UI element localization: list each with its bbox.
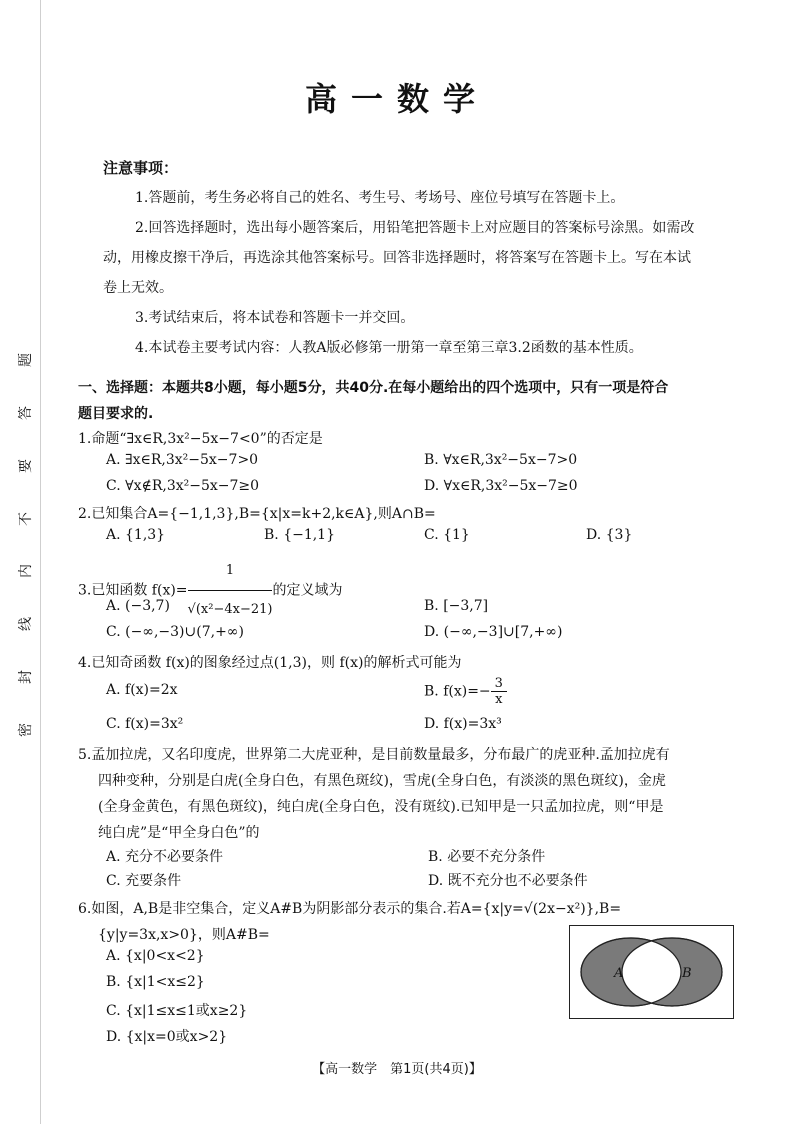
option-a: A. {1,3} [106, 527, 166, 543]
fraction-numerator: 3 [491, 676, 507, 692]
option-b: B. 必要不充分条件 [428, 849, 546, 865]
option-c: C. (−∞,−3)∪(7,+∞) [106, 624, 244, 640]
stem-text: 3.已知函数 f(x)= [78, 582, 188, 599]
option-c: C. {x|1≤x≤1或x≥2} [106, 1003, 248, 1019]
question-stem-line: 纯白虎”是“甲全身白色”的 [98, 825, 260, 841]
option-d: D. (−∞,−3]∪[7,+∞) [424, 624, 563, 640]
option-b: B. {x|1<x≤2} [106, 974, 205, 990]
question-stem: 2.已知集合A={−1,1,3},B={x|x=k+2,k∈A},则A∩B= [78, 506, 436, 522]
seal-char: 内 [18, 564, 34, 579]
fraction [491, 676, 507, 707]
option-c: C. 充要条件 [106, 873, 182, 889]
question-2 [78, 501, 728, 551]
question-stem-line: 6.如图，A,B是非空集合，定义A#B为阴影部分表示的集合.若A={x|y=√(2x−x²)},B= [78, 901, 622, 917]
seal-char: 密 [18, 722, 34, 737]
question-4 [78, 650, 728, 740]
question-stem [78, 552, 728, 629]
notice-item: 1.答题前，考生务必将自己的姓名、考生号、考场号、座位号填写在答题卡上。 [135, 190, 625, 206]
option-b: B. {−1,1} [264, 527, 335, 543]
option-c: C. f(x)=3x² [106, 716, 184, 732]
question-stem: 4.已知奇函数 f(x)的图象经过点(1,3)，则 f(x)的解析式可能为 [78, 655, 462, 671]
venn-svg [570, 926, 733, 1018]
option-a: A. f(x)=2x [106, 682, 178, 698]
seal-char: 答 [18, 405, 34, 420]
option-d: D. {x|x=0或x>2} [106, 1029, 228, 1045]
notice-item: 3.考试结束后，将本试卷和答题卡一并交回。 [135, 310, 415, 326]
section-heading-line: 一、选择题：本题共8小题，每小题5分，共40分.在每小题给出的四个选项中，只有一项是符合 [78, 380, 669, 396]
notice-item: 2.回答选择题时，选出每小题答案后，用铅笔把答题卡上对应题目的答案标号涂黑。如需改动，用橡皮擦干净后，再选涂其他答案标号。回答非选择题时，将答案写在答题卡上。写在本试卷上无效。 [103, 220, 695, 296]
fraction-numerator: 1 [188, 552, 273, 591]
fraction [188, 552, 273, 629]
question-1 [78, 426, 728, 498]
notice-block [103, 153, 703, 363]
seal-char: 题 [18, 353, 34, 367]
option-b-text: B. f(x)=− [424, 683, 491, 700]
page-edge-line [40, 0, 41, 1124]
question-stem-line: 四种变种，分别是白虎(全身白色，有黑色斑纹)，雪虎(全身白色，有淡淡的黑色斑纹)，金虎 [98, 773, 666, 789]
option-a: A. 充分不必要条件 [106, 849, 224, 865]
set-a-label: A [614, 966, 624, 981]
question-3 [78, 552, 728, 648]
page-title: 高一数学 [304, 80, 489, 118]
option-a: A. ∃x∈R,3x²−5x−7>0 [106, 452, 259, 468]
question-stem-line: 5.孟加拉虎，又名印度虎，世界第二大虎亚种，是目前数量最多，分布最广的虎亚种.孟加拉虎有 [78, 747, 670, 763]
question-stem-line: {y|y=3x,x>0}，则A#B= [98, 927, 270, 943]
option-d: D. f(x)=3x³ [424, 716, 502, 732]
section-heading [78, 375, 728, 427]
option-d: D. {3} [586, 527, 633, 543]
option-d: D. ∀x∈R,3x²−5x−7≥0 [424, 478, 578, 494]
page-footer: 【高一数学 第1页(共4页)】 [312, 1062, 482, 1077]
option-b: B. ∀x∈R,3x²−5x−7>0 [424, 452, 578, 468]
seal-line-strip [14, 350, 36, 740]
seal-char: 线 [18, 617, 34, 632]
question-stem-line: (全身金黄色，有黑色斑纹)，纯白虎(全身白色，没有斑纹).已知甲是一只孟加拉虎，则“甲是 [98, 799, 664, 815]
option-c: C. ∀x∉R,3x²−5x−7≥0 [106, 478, 260, 494]
seal-char: 封 [18, 670, 34, 685]
fraction-denominator: √(x²−4x−21) [187, 602, 273, 617]
option-d: D. 既不充分也不必要条件 [428, 873, 588, 889]
option-b [424, 676, 507, 707]
seal-char: 不 [18, 511, 34, 526]
stem-text: 的定义域为 [272, 582, 343, 599]
option-c: C. {1} [424, 527, 470, 543]
seal-char: 要 [18, 458, 34, 473]
venn-diagram [569, 925, 734, 1019]
set-b-label: B [682, 966, 692, 981]
question-stem: 1.命题“∃x∈R,3x²−5x−7<0”的否定是 [78, 431, 323, 447]
option-b: B. [−3,7] [424, 598, 489, 614]
option-a: A. (−3,7) [106, 598, 170, 614]
notice-item: 4.本试卷主要考试内容：人教A版必修第一册第一章至第三章3.2函数的基本性质。 [135, 340, 643, 356]
option-a: A. {x|0<x<2} [106, 948, 205, 964]
question-5 [78, 742, 728, 892]
section-heading-line: 题目要求的. [78, 406, 154, 422]
fraction-denominator: x [495, 692, 503, 707]
notice-heading: 注意事项： [103, 159, 179, 177]
